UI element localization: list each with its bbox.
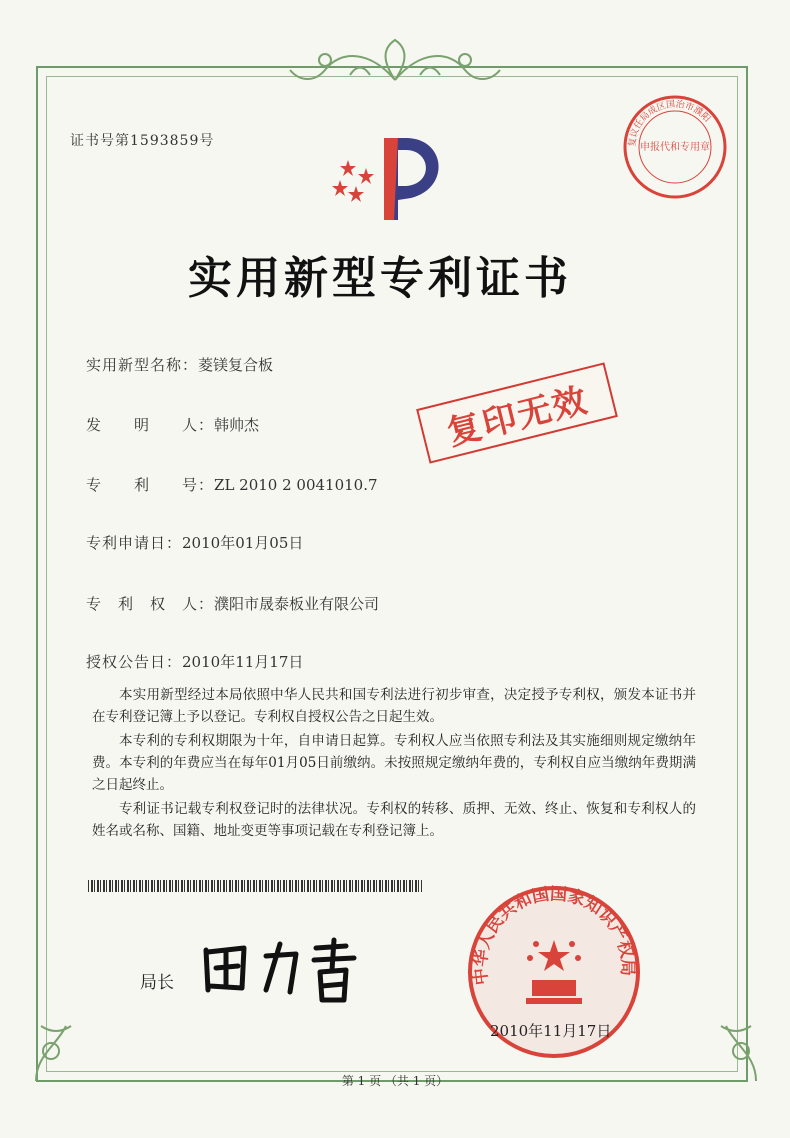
field-label: 发 明 人： xyxy=(86,416,215,434)
field-label: 实用新型名称： xyxy=(86,356,199,374)
field-label: 授权公告日： xyxy=(86,653,183,671)
field-value: 韩帅杰 xyxy=(214,416,260,434)
patent-office-logo xyxy=(326,128,456,228)
body-paragraph: 专利证书记载专利权登记时的法律状况。专利权的转移、质押、无效、终止、恢复和专利权人的姓名或名称、国籍、地址变更等事项记载在专利登记簿上。 xyxy=(92,801,696,839)
small-red-seal xyxy=(620,92,730,202)
body-paragraph: 本专利的专利权期限为十年，自申请日起算。专利权人应当依照专利法及其实施细则规定缴纳年费。本专利的年费应当在每年01月05日前缴纳。未按照规定缴纳年费的，专利权自应当缴纳年费期满之日起终止。 xyxy=(92,733,696,793)
field-application-date xyxy=(86,532,303,553)
svg-text:复议任局成区国治市濮阳 xyxy=(626,98,713,148)
field-value: ZL 2010 2 0041010.7 xyxy=(214,476,378,494)
field-value: 2010年01月05日 xyxy=(182,534,304,552)
small-seal-center: 申报代和专用章 xyxy=(640,142,710,153)
certificate-body xyxy=(92,684,696,844)
director-label: 局长 xyxy=(140,973,174,993)
body-paragraph: 本实用新型经过本局依照中华人民共和国专利法进行初步审查，决定授予专利权，颁发本证书并在专利登记簿上予以登记。专利权自授权公告之日起生效。 xyxy=(92,687,696,725)
certificate-title: 实用新型专利证书 xyxy=(188,253,572,304)
seal-date: 2010年11月17日 xyxy=(490,1022,612,1040)
seal-text: 中华人民共和国国家知识产权局 xyxy=(470,884,638,987)
field-value: 濮阳市晟泰板业有限公司 xyxy=(214,595,380,613)
small-seal-text: 复议任局成区国治市濮阳 xyxy=(627,99,712,148)
field-inventor xyxy=(86,414,259,435)
director-signature xyxy=(196,930,376,1010)
field-grant-date xyxy=(86,651,303,672)
barcode xyxy=(88,880,422,892)
copy-void-stamp: 复印无效 xyxy=(416,362,618,463)
field-label: 专 利 权 人： xyxy=(86,595,215,613)
top-ornament xyxy=(270,30,520,90)
page-footer: 第 1 页 （共 1 页） xyxy=(341,1074,449,1088)
field-patentee xyxy=(86,593,379,614)
field-label: 专 利 号： xyxy=(86,476,215,494)
field-value: 2010年11月17日 xyxy=(182,653,304,671)
field-value: 菱镁复合板 xyxy=(198,356,274,374)
field-label: 专利申请日： xyxy=(86,534,183,552)
certificate-number: 证书号第1593859号 xyxy=(70,133,215,149)
field-utility-model-name xyxy=(86,354,273,375)
field-patent-number xyxy=(86,474,378,495)
